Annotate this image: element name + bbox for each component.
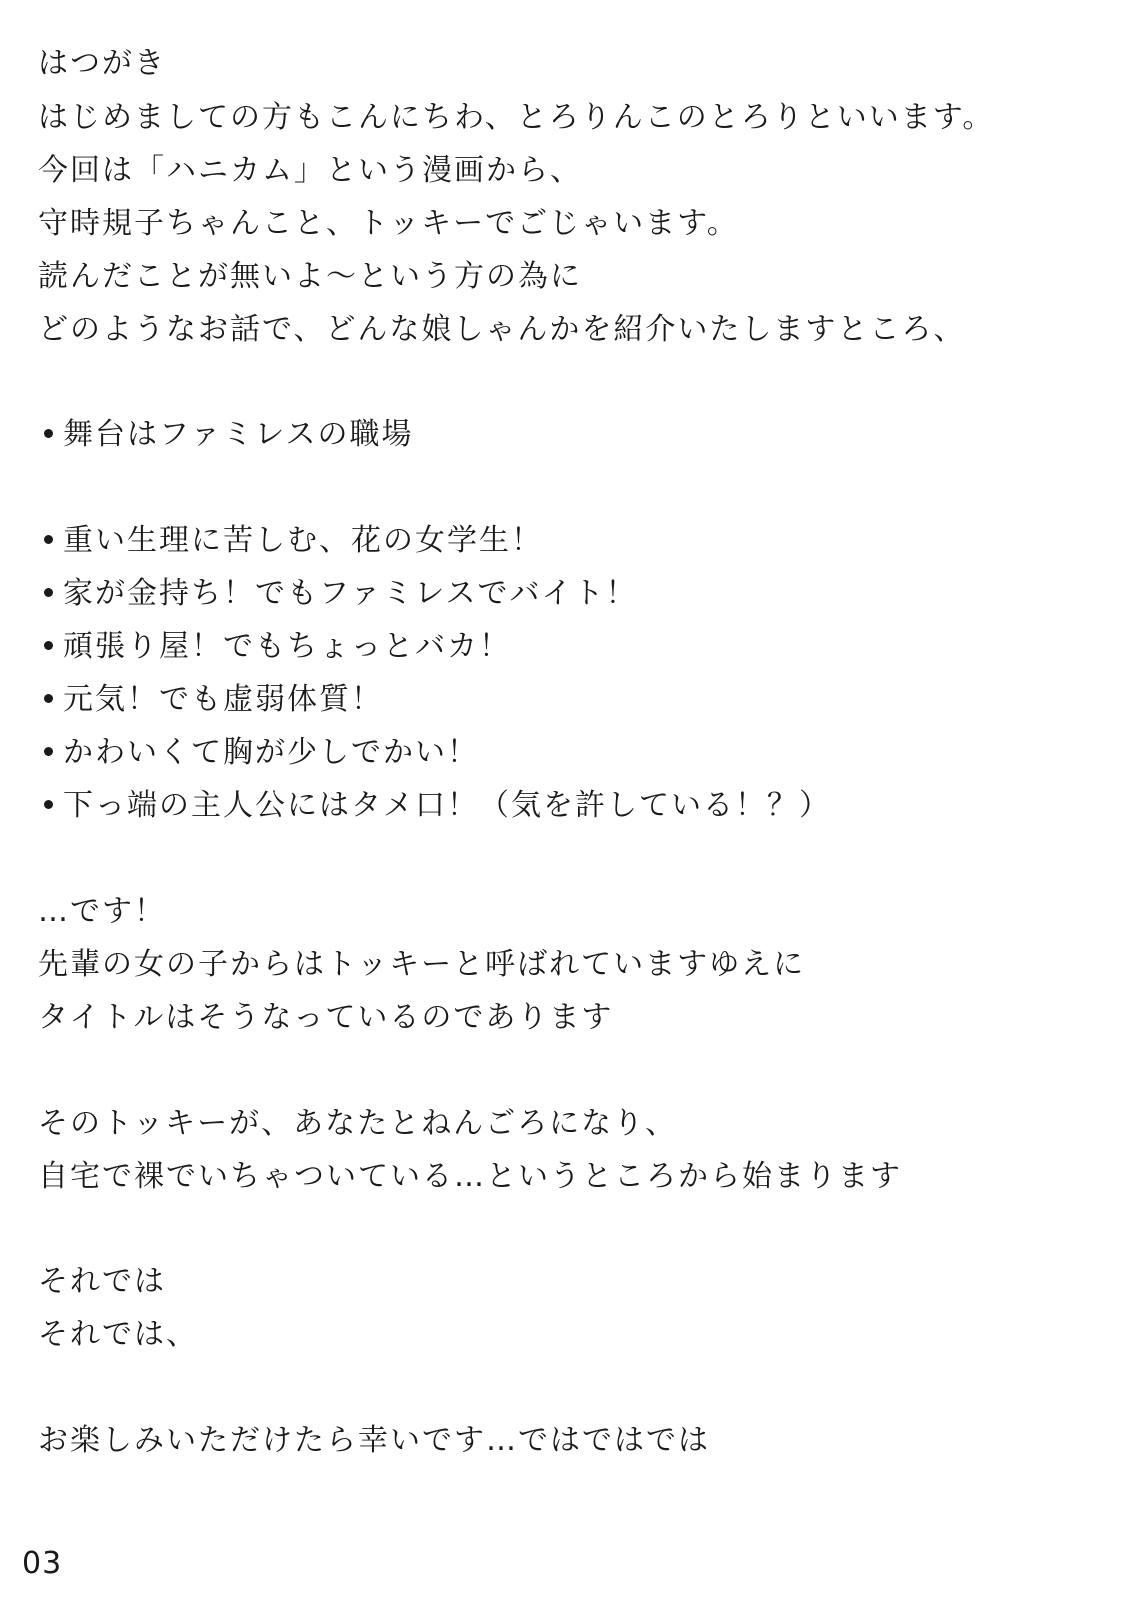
intro-line: はじめましての方もこんにちわ、とろりんこのとろりといいます。 <box>38 100 995 135</box>
bullet-text: 下っ端の主人公にはタメ口！（気を許している！？） <box>63 788 831 823</box>
bullet-text: 舞台はファミレスの職場 <box>63 417 414 452</box>
bullet-text: 頑張り屋！でもちょっとバカ！ <box>63 629 511 664</box>
bullet-icon <box>44 588 53 597</box>
bullet-text: 家が金持ち！でもファミレスでバイト！ <box>63 576 638 611</box>
bullet-item <box>44 417 414 453</box>
bullet-item <box>44 629 511 665</box>
bullet-icon <box>44 694 53 703</box>
intro-line: どのようなお話で、どんな娘しゃんかを紹介いたしますところ、 <box>38 312 966 347</box>
document-title: はつがき <box>38 46 166 81</box>
bullet-item <box>44 576 638 612</box>
intro-line: 守時規子ちゃんこと、トッキーでごじゃいます。 <box>38 206 739 241</box>
closing-line: タイトルはそうなっているのであります <box>38 1000 614 1035</box>
bullet-text: 元気！でも虚弱体質！ <box>63 682 383 717</box>
closing-line: それでは、 <box>38 1317 198 1352</box>
closing-line: そのトッキーが、あなたとねんごろになり、 <box>38 1106 678 1141</box>
bullet-item <box>44 682 383 718</box>
bullet-icon <box>44 747 53 756</box>
closing-line: …です！ <box>38 894 166 929</box>
bullet-item <box>44 735 479 771</box>
bullet-icon <box>44 641 53 650</box>
page-number: 03 <box>22 1546 63 1581</box>
bullet-text: 重い生理に苦しむ、花の女学生！ <box>63 523 543 558</box>
closing-line: それでは <box>38 1264 166 1299</box>
closing-line: 自宅で裸でいちゃついている…というところから始まります <box>38 1159 902 1194</box>
bullet-icon <box>44 429 53 438</box>
bullet-text: かわいくて胸が少しでかい！ <box>63 735 479 770</box>
closing-line: 先輩の女の子からはトッキーと呼ばれていますゆえに <box>38 947 806 982</box>
bullet-item <box>44 788 831 824</box>
final-line: お楽しみいただけたら幸いです…ではではでは <box>38 1423 710 1458</box>
intro-line: 読んだことが無いよ～という方の為に <box>38 259 582 294</box>
bullet-icon <box>44 535 53 544</box>
bullet-item <box>44 523 543 559</box>
intro-line: 今回は「ハニカム」という漫画から、 <box>38 153 582 188</box>
bullet-icon <box>44 800 53 809</box>
